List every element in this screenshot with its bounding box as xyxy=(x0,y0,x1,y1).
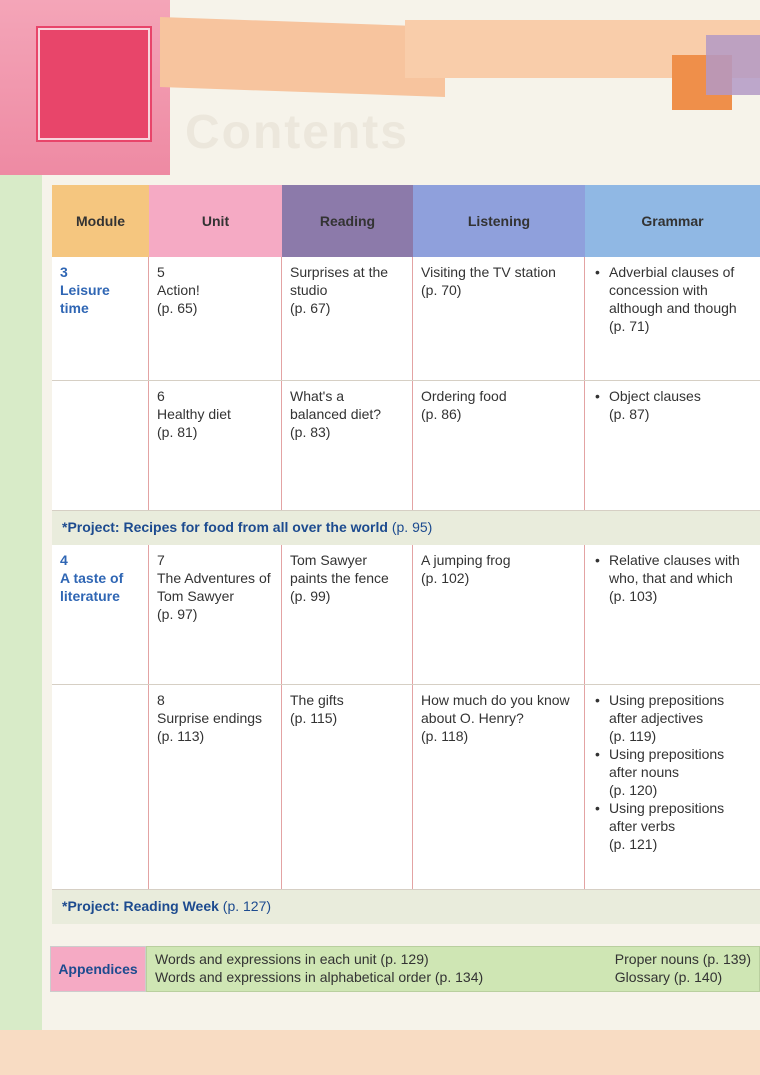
header-listening: Listening xyxy=(413,185,585,257)
unit-cell xyxy=(149,545,282,684)
grammar-cell xyxy=(585,685,760,889)
unit-title: Surprise endings xyxy=(157,710,263,726)
appendix-item: Words and expressions in each unit (p. 129) xyxy=(155,951,429,967)
project-title: *Project: Reading Week xyxy=(62,898,219,914)
project-row xyxy=(52,890,760,924)
appendix-item: Words and expressions in alphabetical order (p. 134) xyxy=(155,969,484,985)
left-green-margin xyxy=(0,175,42,1075)
grammar-cell xyxy=(585,381,760,510)
unit-number: 5 xyxy=(157,264,165,280)
reading-page: (p. 67) xyxy=(290,300,331,316)
listening-title: Ordering food xyxy=(421,388,507,404)
module-number: 3 xyxy=(60,264,68,280)
listening-cell xyxy=(413,381,585,510)
appendix-item: Glossary (p. 140) xyxy=(614,969,723,985)
appendices-list xyxy=(146,946,760,992)
unit-title: Healthy diet xyxy=(157,406,231,422)
module-title: A taste of literature xyxy=(60,570,124,604)
decorative-square xyxy=(38,28,150,140)
listening-page: (p. 70) xyxy=(421,282,462,298)
listening-cell xyxy=(413,685,585,889)
listening-title: Visiting the TV station xyxy=(421,264,556,280)
listening-title: How much do you know about O. Henry? xyxy=(421,692,570,726)
project-page: (p. 127) xyxy=(222,898,272,914)
unit-cell xyxy=(149,257,282,380)
reading-cell xyxy=(282,545,413,684)
header-reading: Reading xyxy=(282,185,413,257)
grammar-item: • Using prepositions after nouns (p. 120) xyxy=(593,745,752,799)
module-title: Leisure time xyxy=(60,282,110,316)
table-row xyxy=(52,545,760,685)
grammar-cell xyxy=(585,257,760,380)
unit-cell xyxy=(149,381,282,510)
reading-cell xyxy=(282,685,413,889)
unit-number: 7 xyxy=(157,552,165,568)
listening-cell xyxy=(413,257,585,380)
table-header-row xyxy=(52,185,760,257)
reading-title: Surprises at the studio xyxy=(290,264,389,298)
listening-page: (p. 86) xyxy=(421,406,462,422)
reading-title: What's a balanced diet? xyxy=(290,388,382,422)
module-cell xyxy=(52,685,149,889)
project-page: (p. 95) xyxy=(391,519,433,535)
unit-number: 8 xyxy=(157,692,165,708)
reading-cell xyxy=(282,381,413,510)
decorative-orange-strip xyxy=(160,17,445,97)
unit-number: 6 xyxy=(157,388,165,404)
reading-page: (p. 115) xyxy=(290,710,338,726)
grammar-cell xyxy=(585,545,760,684)
module-cell xyxy=(52,545,149,684)
contents-watermark: Contents xyxy=(185,106,409,159)
table-row xyxy=(52,685,760,890)
reading-page: (p. 99) xyxy=(290,588,331,604)
unit-title: The Adventures of Tom Sawyer xyxy=(157,570,271,604)
listening-page: (p. 102) xyxy=(421,570,470,586)
reading-title: Tom Sawyer paints the fence xyxy=(290,552,389,586)
reading-title: The gifts xyxy=(290,692,344,708)
appendix-item: Proper nouns (p. 139) xyxy=(614,951,751,967)
unit-title: Action! xyxy=(157,282,200,298)
reading-page: (p. 83) xyxy=(290,424,331,440)
module-cell xyxy=(52,257,149,380)
grammar-item: • Adverbial clauses of concession with although and though (p. 71) xyxy=(593,263,752,335)
grammar-item: • Using prepositions after adjectives (p. 119) xyxy=(593,691,752,745)
unit-page: (p. 113) xyxy=(157,728,205,744)
table-row xyxy=(52,257,760,381)
unit-page: (p. 65) xyxy=(157,300,198,316)
header-unit: Unit xyxy=(149,185,282,257)
unit-page: (p. 81) xyxy=(157,424,198,440)
project-row xyxy=(52,511,760,545)
listening-page: (p. 118) xyxy=(421,728,469,744)
appendices-label: Appendices xyxy=(50,946,146,992)
module-number: 4 xyxy=(60,552,68,568)
grammar-item: • Object clauses (p. 87) xyxy=(593,387,752,423)
grammar-item: • Using prepositions after verbs (p. 121) xyxy=(593,799,752,853)
unit-cell xyxy=(149,685,282,889)
project-title: *Project: Recipes for food from all over the world xyxy=(62,519,388,535)
reading-cell xyxy=(282,257,413,380)
header-module: Module xyxy=(52,185,149,257)
grammar-item: • Relative clauses with who, that and which (p. 103) xyxy=(593,551,752,605)
bottom-orange-band xyxy=(0,1030,760,1075)
unit-page: (p. 97) xyxy=(157,606,198,622)
header-grammar: Grammar xyxy=(585,185,760,257)
decorative-purple-square xyxy=(706,35,760,95)
module-cell xyxy=(52,381,149,510)
table-row xyxy=(52,381,760,511)
appendices-row xyxy=(50,946,760,992)
listening-cell xyxy=(413,545,585,684)
listening-title: A jumping frog xyxy=(421,552,511,568)
